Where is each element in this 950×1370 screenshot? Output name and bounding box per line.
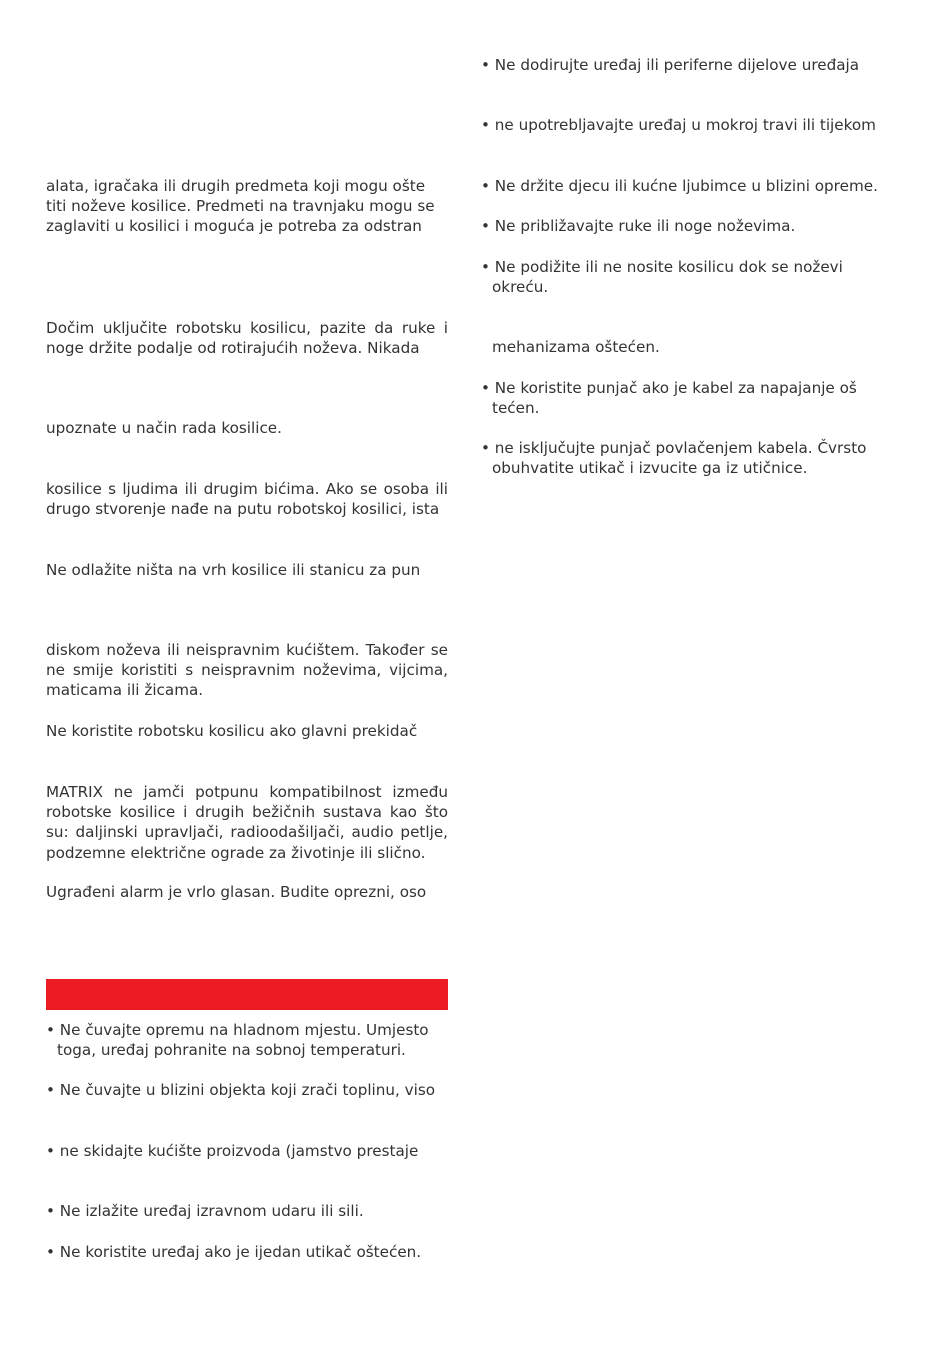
list-item: • Ne približavajte ruke ili noge noževima.: [481, 217, 796, 235]
list-item: • Ne koristite punjač ako je kabel za napajanje oš tećen.: [481, 379, 857, 418]
list-item: • Ne koristite uređaj ako je ijedan utikač oštećen.: [46, 1243, 422, 1261]
list-item: • Ne podižite ili ne nosite kosilicu dok se noževi okreću.: [481, 258, 843, 297]
list-item: • Ne čuvajte u blizini objekta koji zrači toplinu, viso: [46, 1081, 436, 1099]
list-item-continuation: mehanizama oštećen.: [492, 338, 660, 356]
list-item: • ne isključujte punjač povlačenjem kabela. Čvrsto obuhvatite utikač i izvucite ga iz utičnice.: [481, 439, 867, 478]
list-item: • Ne izlažite uređaj izravnom udaru ili sili.: [46, 1202, 364, 1220]
list-item: • Ne čuvajte opremu na hladnom mjestu. Umjesto toga, uređaj pohranite na sobnoj temperaturi.: [46, 1021, 429, 1060]
paragraph-blade-disc: diskom noževa ili neispravnim kućištem. Također se ne smije koristiti s neispravnim noževima, vijcima, maticama ili žicama.: [46, 641, 448, 700]
list-item: • ne skidajte kućište proizvoda (jamstvo prestaje: [46, 1142, 419, 1160]
paragraph-obstacles: alata, igračaka ili drugih predmeta koji mogu ošte titi noževe kosilice. Predmeti na travnjaku mogu se zaglaviti u kosilici i moguća je potreba za odstran: [46, 177, 435, 236]
paragraph-operation: upoznate u način rada kosilice.: [46, 419, 282, 437]
paragraph-nothing-on-top: Ne odlažite ništa na vrh kosilice ili stanicu za pun: [46, 561, 421, 579]
paragraph-hands-feet: Dočim uključite robotsku kosilicu, pazite da ruke i noge držite podalje od rotirajućih noževa. Nikada: [46, 319, 448, 358]
list-item: • Ne dodirujte uređaj ili periferne dijelove uređaja: [481, 56, 860, 74]
list-item: • Ne držite djecu ili kućne ljubimce u blizini opreme.: [481, 177, 878, 195]
paragraph-alarm: Ugrađeni alarm je vrlo glasan. Budite oprezni, oso: [46, 883, 427, 901]
paragraph-people: kosilice s ljudima ili drugim bićima. Ako se osoba ili drugo stvorenje nađe na putu robotskoj kosilici, ista: [46, 480, 448, 519]
list-item: • ne upotrebljavajte uređaj u mokroj travi ili tijekom: [481, 116, 876, 134]
section-header-bar: [46, 979, 448, 1010]
paragraph-compatibility: MATRIX ne jamči potpunu kompatibilnost između robotske kosilice i drugih bežičnih sustava kao što su: daljinski upravljači, radioodašiljači, audio petlje, podzemne električne ograde za životinje ili slično.: [46, 783, 448, 862]
paragraph-main-switch: Ne koristite robotsku kosilicu ako glavni prekidač: [46, 722, 418, 740]
